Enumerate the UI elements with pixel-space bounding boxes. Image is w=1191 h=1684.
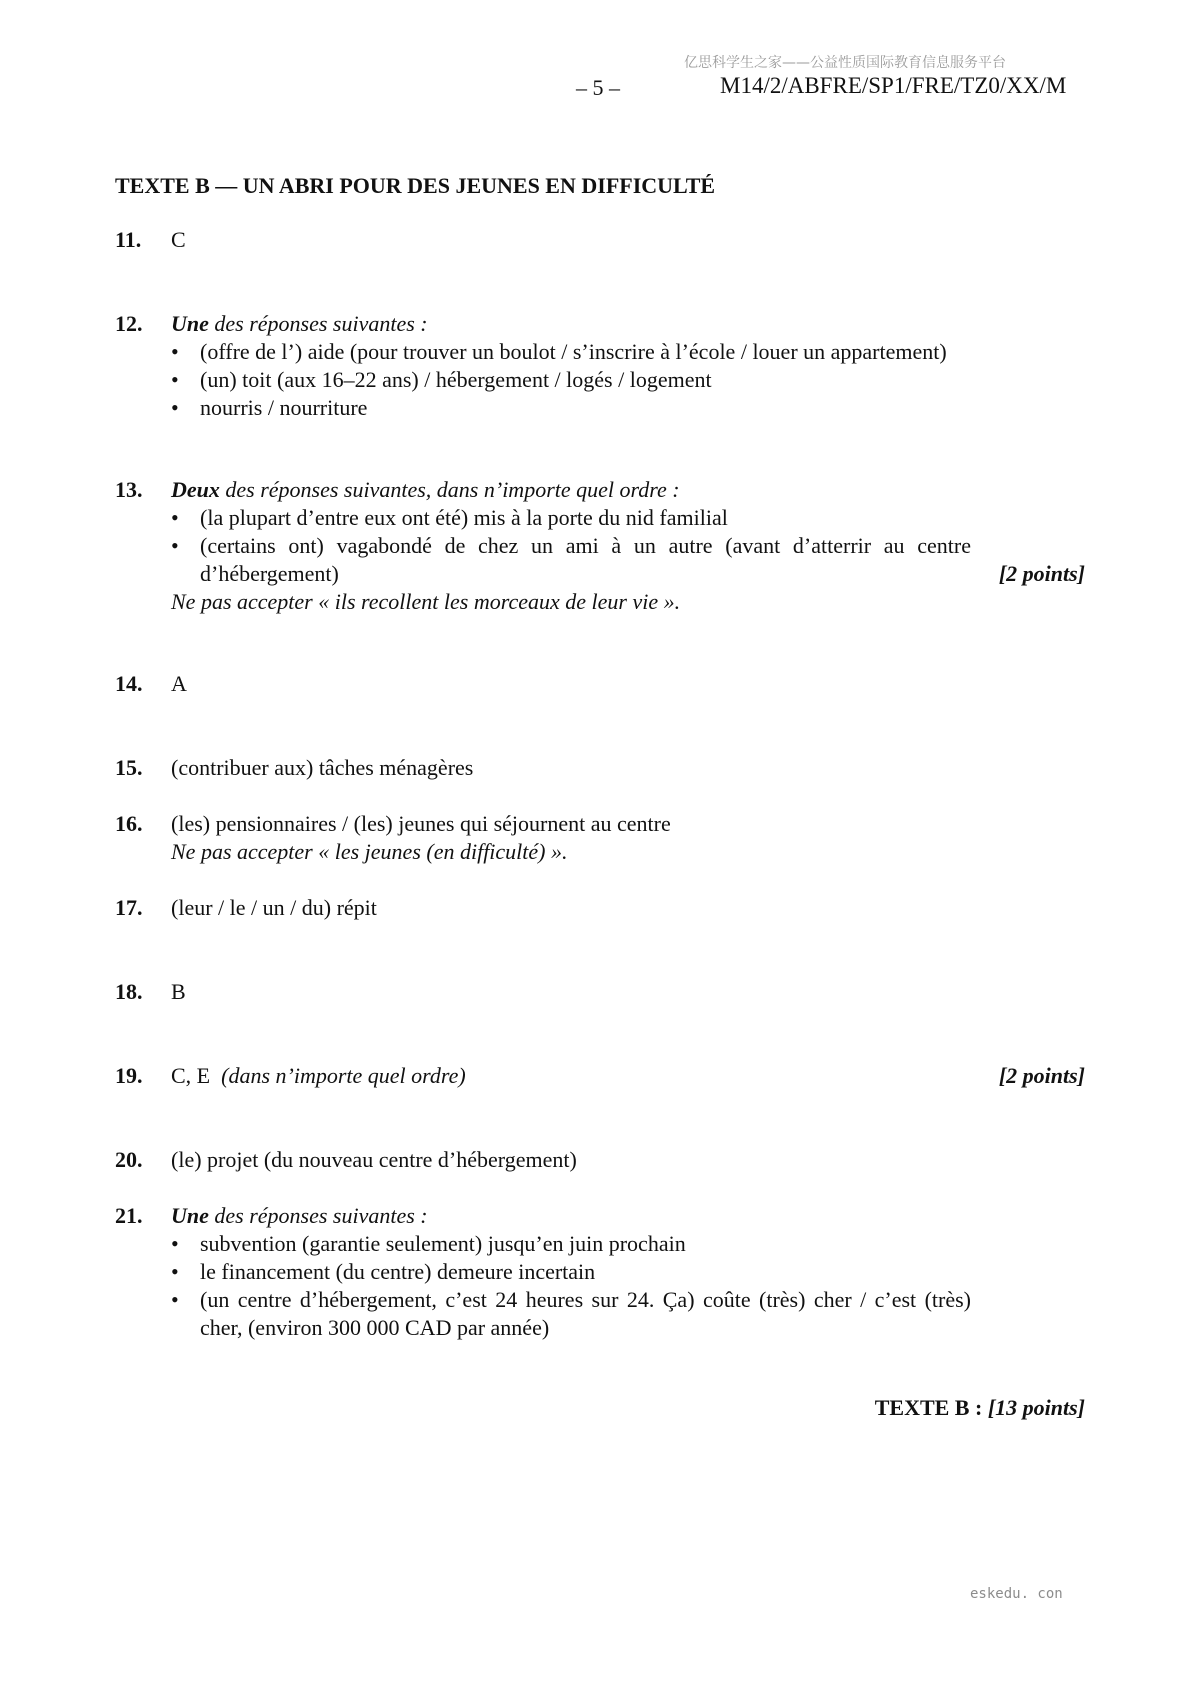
answer-13 — [171, 476, 971, 616]
instruction-rest-12: des réponses suivantes : — [208, 311, 428, 336]
question-number-20: 20. — [115, 1147, 143, 1172]
answer-11: C — [171, 227, 186, 252]
answer-15: (contribuer aux) tâches ménagères — [171, 755, 474, 780]
bullet-12-3: • nourris / nourriture — [171, 394, 971, 422]
instruction-lead-13: Deux — [171, 477, 220, 502]
header-watermark: 亿思科学生之家——公益性质国际教育信息服务平台 — [684, 55, 1006, 71]
bullet-13-2: • (certains ont) vagabondé de chez un ami à un autre (avant d’atterrir au centre d’hébergement) — [171, 532, 971, 588]
instruction-lead-12: Une — [171, 311, 209, 336]
bullet-21-1: • subvention (garantie seulement) jusqu’en juin prochain — [171, 1230, 971, 1258]
note-16: Ne pas accepter « les jeunes (en difficulté) ». — [171, 839, 568, 864]
question-number-15: 15. — [115, 755, 143, 780]
question-number-19: 19. — [115, 1063, 143, 1088]
instruction-13 — [171, 476, 971, 504]
bullet-21-2: • le financement (du centre) demeure incertain — [171, 1258, 971, 1286]
bullet-12-1: • (offre de l’) aide (pour trouver un boulot / s’inscrire à l’école / louer un appartement) — [171, 338, 971, 366]
question-number-21: 21. — [115, 1203, 143, 1228]
section-title: TEXTE B — UN ABRI POUR DES JEUNES EN DIFFICULTÉ — [115, 173, 716, 198]
points-13: [2 points] — [998, 561, 1085, 586]
instruction-12 — [171, 310, 971, 338]
answer-21 — [171, 1202, 971, 1342]
answer-14: A — [171, 671, 187, 696]
question-number-11: 11. — [115, 227, 142, 252]
answer-19-note: (dans n’importe quel ordre) — [221, 1063, 466, 1088]
instruction-rest-13: des réponses suivantes, dans n’importe quel ordre : — [219, 477, 680, 502]
answer-16 — [171, 810, 971, 866]
answer-17: (leur / le / un / du) répit — [171, 895, 377, 920]
answer-18: B — [171, 979, 186, 1004]
question-number-18: 18. — [115, 979, 143, 1004]
instruction-rest-21: des réponses suivantes : — [208, 1203, 428, 1228]
question-number-14: 14. — [115, 671, 143, 696]
answer-19 — [171, 1062, 971, 1090]
answer-12 — [171, 310, 971, 422]
note-13: Ne pas accepter « ils recollent les morceaux de leur vie ». — [171, 589, 681, 614]
answer-20: (le) projet (du nouveau centre d’hébergement) — [171, 1147, 577, 1172]
instruction-21 — [171, 1202, 971, 1230]
bullet-21-3: • (un centre d’hébergement, c’est 24 heures sur 24. Ça) coûte (très) cher / c’est (très) cher, (environ 300 000 CAD par année) — [171, 1286, 971, 1342]
reference-code: M14/2/ABFRE/SP1/FRE/TZ0/XX/M — [720, 73, 1067, 98]
question-number-16: 16. — [115, 811, 143, 836]
page-number: – 5 – — [576, 75, 620, 100]
answer-16-text: (les) pensionnaires / (les) jeunes qui séjournent au centre — [171, 811, 671, 836]
section-total-points: [13 points] — [987, 1395, 1085, 1420]
bullet-12-2: • (un) toit (aux 16–22 ans) / hébergement / logés / logement — [171, 366, 971, 394]
answer-19-text: C, E — [171, 1063, 211, 1088]
section-total-label: TEXTE B : — [874, 1395, 988, 1420]
points-19: [2 points] — [998, 1063, 1085, 1088]
bullet-13-1: • (la plupart d’entre eux ont été) mis à la porte du nid familial — [171, 504, 971, 532]
question-number-17: 17. — [115, 895, 143, 920]
question-number-13: 13. — [115, 477, 143, 502]
question-number-12: 12. — [115, 311, 143, 336]
section-total — [875, 1394, 1085, 1422]
instruction-lead-21: Une — [171, 1203, 209, 1228]
footer-watermark: eskedu. con — [970, 1586, 1063, 1602]
